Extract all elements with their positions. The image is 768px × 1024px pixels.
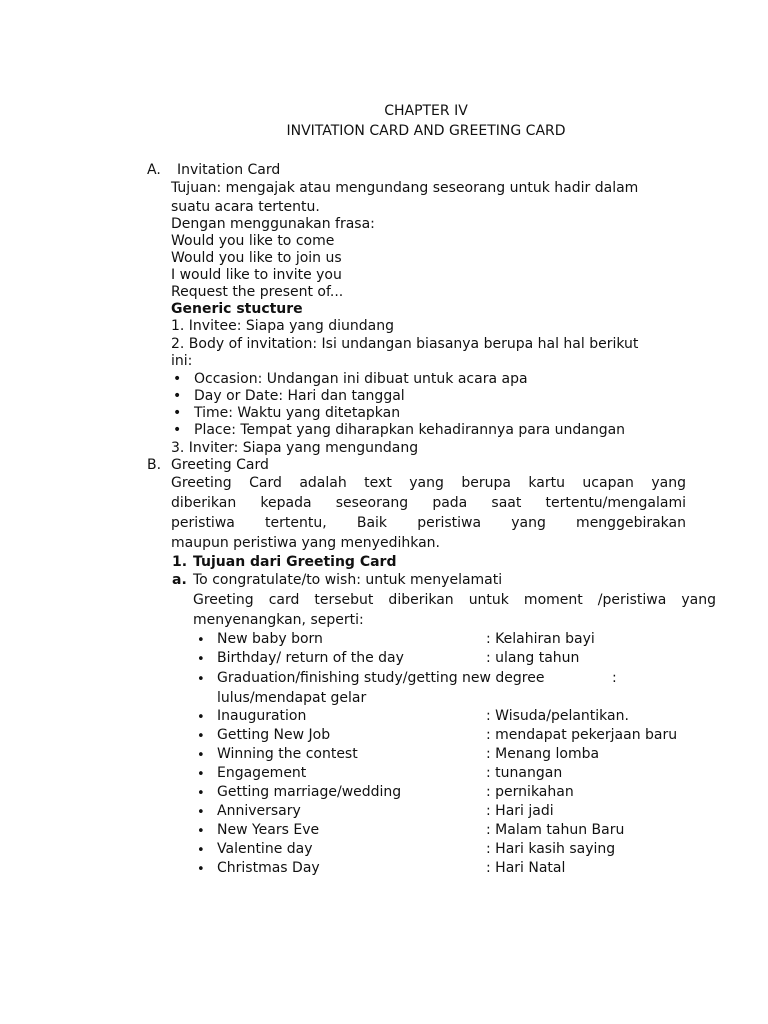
structure-item-1: 1. Invitee: Siapa yang diundang (171, 318, 394, 334)
frasa-intro: Dengan menggunakan frasa: (171, 216, 375, 232)
structure-item-3: 3. Inviter: Siapa yang mengundang (171, 440, 419, 456)
bullet: • (197, 633, 205, 648)
occasion-meaning: : (612, 670, 617, 686)
occasion-term: Inauguration (217, 708, 307, 724)
phrase-2: Would you like to join us (171, 250, 342, 266)
occasion-meaning: : mendapat pekerjaan baru (486, 727, 678, 743)
occasion-meaning: : Hari kasih saying (486, 841, 616, 857)
bullet: • (197, 862, 205, 877)
bullet: • (197, 767, 205, 782)
occasion-term: Christmas Day (217, 860, 320, 876)
bullet: • (197, 710, 205, 725)
greeting-para-line-2: diberikan kepada seseorang pada saat tertentu/mengalami (171, 495, 686, 511)
occasion-term: Anniversary (217, 803, 301, 819)
body-point-place: Place: Tempat yang diharapkan kehadirannya para undangan (194, 422, 626, 438)
occasion-term: New Years Eve (217, 822, 320, 838)
bullet: • (197, 843, 205, 858)
subsection-a-marker: a. (172, 572, 187, 588)
occasion-meaning: : Menang lomba (486, 746, 600, 762)
section-b-heading: Greeting Card (171, 457, 269, 473)
bullet: • (173, 371, 182, 387)
chapter-label: CHAPTER IV (384, 103, 468, 119)
occasion-meaning: : tunangan (486, 765, 563, 781)
occasion-term: Getting marriage/wedding (217, 784, 402, 800)
structure-item-2: 2. Body of invitation: Isi undangan biasanya berupa hal hal berikut (171, 336, 639, 352)
section-a-heading: Invitation Card (177, 162, 281, 178)
section-b-marker: B. (147, 457, 162, 473)
bullet: • (173, 405, 182, 421)
bullet: • (173, 388, 182, 404)
moment-line-1: Greeting card tersebut diberikan untuk moment /peristiwa yang (193, 592, 716, 608)
occasion-term: Graduation/finishing study/getting new degree (217, 670, 545, 686)
tujuan-line-2: suatu acara tertentu. (171, 199, 320, 215)
occasion-meaning: : Hari Natal (486, 860, 566, 876)
greeting-para-line-1: Greeting Card adalah text yang berupa kartu ucapan yang (171, 475, 686, 491)
bullet: • (197, 805, 205, 820)
bullet: • (197, 729, 205, 744)
generic-structure-heading: Generic stucture (171, 301, 303, 317)
occasion-meaning: : ulang tahun (486, 650, 580, 666)
greeting-para-line-4: maupun peristiwa yang menyedihkan. (171, 535, 440, 551)
occasion-meaning: : Wisuda/pelantikan. (486, 708, 629, 724)
subsection-1-marker: 1. (172, 554, 188, 570)
body-point-date: Day or Date: Hari dan tanggal (194, 388, 405, 404)
bullet: • (173, 422, 182, 438)
subsection-a-text: To congratulate/to wish: untuk menyelamati (193, 572, 503, 588)
body-point-time: Time: Waktu yang ditetapkan (194, 405, 401, 421)
phrase-3: I would like to invite you (171, 267, 342, 283)
body-point-occasion: Occasion: Undangan ini dibuat untuk acara apa (194, 371, 528, 387)
bullet: • (197, 748, 205, 763)
bullet: • (197, 652, 205, 667)
occasion-term: Engagement (217, 765, 307, 781)
occasion-meaning: : Malam tahun Baru (486, 822, 625, 838)
greeting-para-line-3: peristiwa tertentu, Baik peristiwa yang menggebirakan (171, 515, 686, 531)
occasion-meaning: : pernikahan (486, 784, 574, 800)
phrase-4: Request the present of... (171, 284, 344, 300)
occasion-meaning: : Hari jadi (486, 803, 554, 819)
bullet: • (197, 786, 205, 801)
occasion-term: Valentine day (217, 841, 313, 857)
chapter-title: INVITATION CARD AND GREETING CARD (286, 123, 566, 139)
occasion-term-cont: lulus/mendapat gelar (217, 690, 367, 706)
bullet: • (197, 824, 205, 839)
occasion-term: Getting New Job (217, 727, 331, 743)
occasion-term: New baby born (217, 631, 323, 647)
occasion-term: Winning the contest (217, 746, 358, 762)
structure-item-2-cont: ini: (171, 353, 193, 369)
occasion-term: Birthday/ return of the day (217, 650, 404, 666)
subsection-1-heading: Tujuan dari Greeting Card (193, 554, 397, 570)
phrase-1: Would you like to come (171, 233, 335, 249)
bullet: • (197, 672, 205, 687)
moment-line-2: menyenangkan, seperti: (193, 612, 364, 628)
occasion-meaning: : Kelahiran bayi (486, 631, 595, 647)
tujuan-line-1: Tujuan: mengajak atau mengundang seseorang untuk hadir dalam (171, 180, 639, 196)
section-a-marker: A. (147, 162, 161, 178)
